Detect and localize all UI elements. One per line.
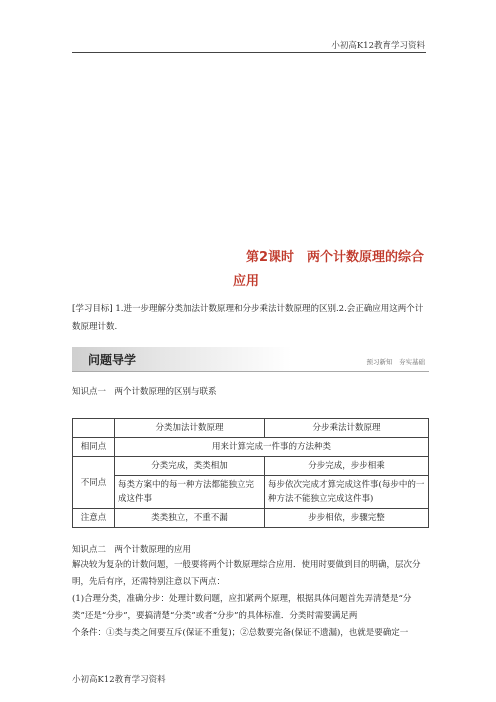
knowledge-point-1-title: 知识点一 两个计数原理的区别与联系 — [72, 387, 217, 397]
cell-same-text: 用来计算完成一件事的方法种类 — [115, 438, 429, 457]
table-row-note — [73, 509, 429, 528]
learning-goals-tag: [学习目标] — [72, 304, 113, 314]
banner-title: 问题导学 — [88, 353, 137, 367]
row-label-same: 相同点 — [73, 438, 115, 457]
lesson-title-line1: 第2课时 两个计数原理的综合 — [246, 250, 425, 265]
section-banner — [72, 347, 429, 372]
table-row-diff-1 — [73, 457, 429, 476]
page-header: 小初高K12教育学习资料 — [331, 41, 425, 51]
cell-diff-mul-2: 每步依次完成才算完成这件事(每步中的一种方法不能独立完成这件事) — [265, 476, 429, 509]
row-label-note: 注意点 — [73, 509, 115, 528]
banner-underline — [72, 371, 429, 372]
cell-note-add: 类类独立，不重不漏 — [115, 509, 265, 528]
paragraph-intro: 解决较为复杂的计数问题，一般要将两个计数原理综合应用．使用时要做到目的明确，层次分明，先后有序，还需特别注意以下两点： — [72, 560, 421, 587]
cell-diff-mul-1: 分步完成，步步相乘 — [265, 457, 429, 476]
cell-note-mul: 步步相依，步骤完整 — [265, 509, 429, 528]
cell-diff-add-1: 分类完成，类类相加 — [115, 457, 265, 476]
lesson-title-line2: 应用 — [233, 274, 260, 289]
learning-goals — [72, 300, 428, 336]
header-rule — [72, 52, 426, 53]
table-row-diff-2 — [73, 476, 429, 509]
header-mul-principle: 分步乘法计数原理 — [265, 419, 429, 438]
row-label-diff: 不同点 — [73, 457, 115, 509]
header-add-principle: 分类加法计数原理 — [115, 419, 265, 438]
comparison-table — [72, 418, 429, 528]
cell-diff-add-2: 每类方案中的每一种方法都能独立完成这件事 — [115, 476, 265, 509]
table-corner-cell — [73, 419, 115, 438]
banner-subtitle: 预习新知 夯实基础 — [366, 358, 425, 366]
table-header-row — [73, 419, 429, 438]
knowledge-point-2-body — [72, 557, 430, 642]
page-footer: 小初高K12教育学习资料 — [72, 675, 166, 685]
paragraph-point-1-cont: 个条件：①类与类之间要互斥(保证不重复)；②总数要完备(保证不遗漏)，也就是要确定一 — [72, 628, 409, 638]
table-row-same — [73, 438, 429, 457]
learning-goals-text: 1.进一步理解分类加法计数原理和分步乘法计数原理的区别.2.会正确应用这两个计数原理计数. — [72, 304, 424, 332]
paragraph-point-1: (1)合理分类，准确分步：处理计数问题，应扣紧两个原理，根据具体问题首先弄清楚是“分类”还是“分步”，要搞清楚“分类”或者“分步”的具体标准．分类时需要满足两 — [72, 594, 412, 621]
knowledge-point-2-title: 知识点二 两个计数原理的应用 — [72, 545, 192, 555]
